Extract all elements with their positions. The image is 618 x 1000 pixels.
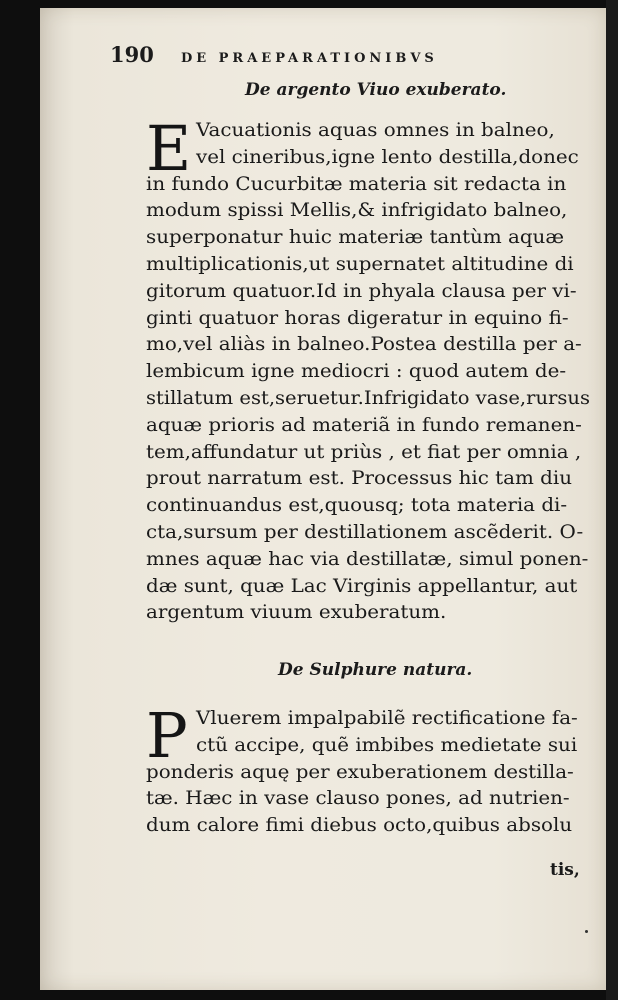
section-title-argento: De argento Viuo exuberato. bbox=[245, 80, 507, 100]
text-line: dum calore fimi diebus octo,quibus absolu bbox=[146, 815, 573, 837]
text-line: gitorum quatuor.Id in phyala clausa per vi- bbox=[146, 280, 577, 302]
paper-speck bbox=[585, 930, 588, 933]
text-line: cta,sursum per destillationem ascẽderit. O- bbox=[146, 521, 584, 543]
page-edge-shadow bbox=[606, 0, 618, 1000]
paragraph-sulphure bbox=[146, 699, 590, 840]
text-line: prout narratum est. Processus hic tam diu bbox=[146, 468, 572, 490]
text-line: lembicum igne mediocri : quod autem de- bbox=[146, 361, 567, 383]
page-number: 190 bbox=[110, 42, 154, 67]
text-line: ctũ accipe, quẽ imbibes medietate sui bbox=[196, 734, 578, 756]
text-line: modum spissi Mellis,& infrigidato balneo, bbox=[146, 200, 568, 222]
running-title: DE PRAEPARATIONIBVS bbox=[180, 51, 438, 66]
text-line: multiplicationis,ut supernatet altitudine di bbox=[146, 253, 574, 275]
text-line: Vluerem impalpabilẽ rectificatione fa- bbox=[196, 708, 578, 729]
text-line: ginti quatuor horas digeratur in equino fi- bbox=[146, 307, 569, 329]
text-line: aquæ prioris ad materiã in fundo remanen- bbox=[146, 414, 582, 436]
text-line: ponderis aquę per exuberationem destilla- bbox=[146, 761, 574, 783]
text-line: mo,vel aliàs in balneo.Postea destilla per a- bbox=[146, 334, 582, 356]
text-line: tæ. Hæc in vase clauso pones, ad nutrien- bbox=[146, 788, 570, 810]
text-line: tem,affundatur ut priùs , et fiat per omnia , bbox=[146, 441, 582, 463]
dropcap-p: P bbox=[146, 699, 188, 772]
text-line: Vacuationis aquas omnes in balneo, bbox=[196, 120, 555, 141]
text-line: superponatur huic materiæ tantùm aquæ bbox=[146, 227, 565, 249]
paragraph-argento bbox=[146, 112, 590, 627]
running-head bbox=[110, 42, 530, 67]
dropcap-e: E bbox=[146, 112, 192, 185]
section-title-sulphure: De Sulphure natura. bbox=[278, 660, 473, 680]
text-line: continuandus est,quousq; tota materia di- bbox=[146, 495, 568, 517]
text-line: stillatum est,seruetur.Infrigidato vase,rursus bbox=[146, 387, 590, 409]
text-line: vel cineribus,igne lento destilla,donec bbox=[196, 146, 579, 168]
text-line: argentum viuum exuberatum. bbox=[146, 602, 447, 624]
text-line: in fundo Cucurbitæ materia sit redacta in bbox=[146, 173, 567, 195]
catchword: tis, bbox=[550, 860, 580, 880]
text-line: dæ sunt, quæ Lac Virginis appellantur, aut bbox=[146, 575, 578, 597]
text-line: mnes aquæ hac via destillatæ, simul ponen- bbox=[146, 548, 589, 570]
